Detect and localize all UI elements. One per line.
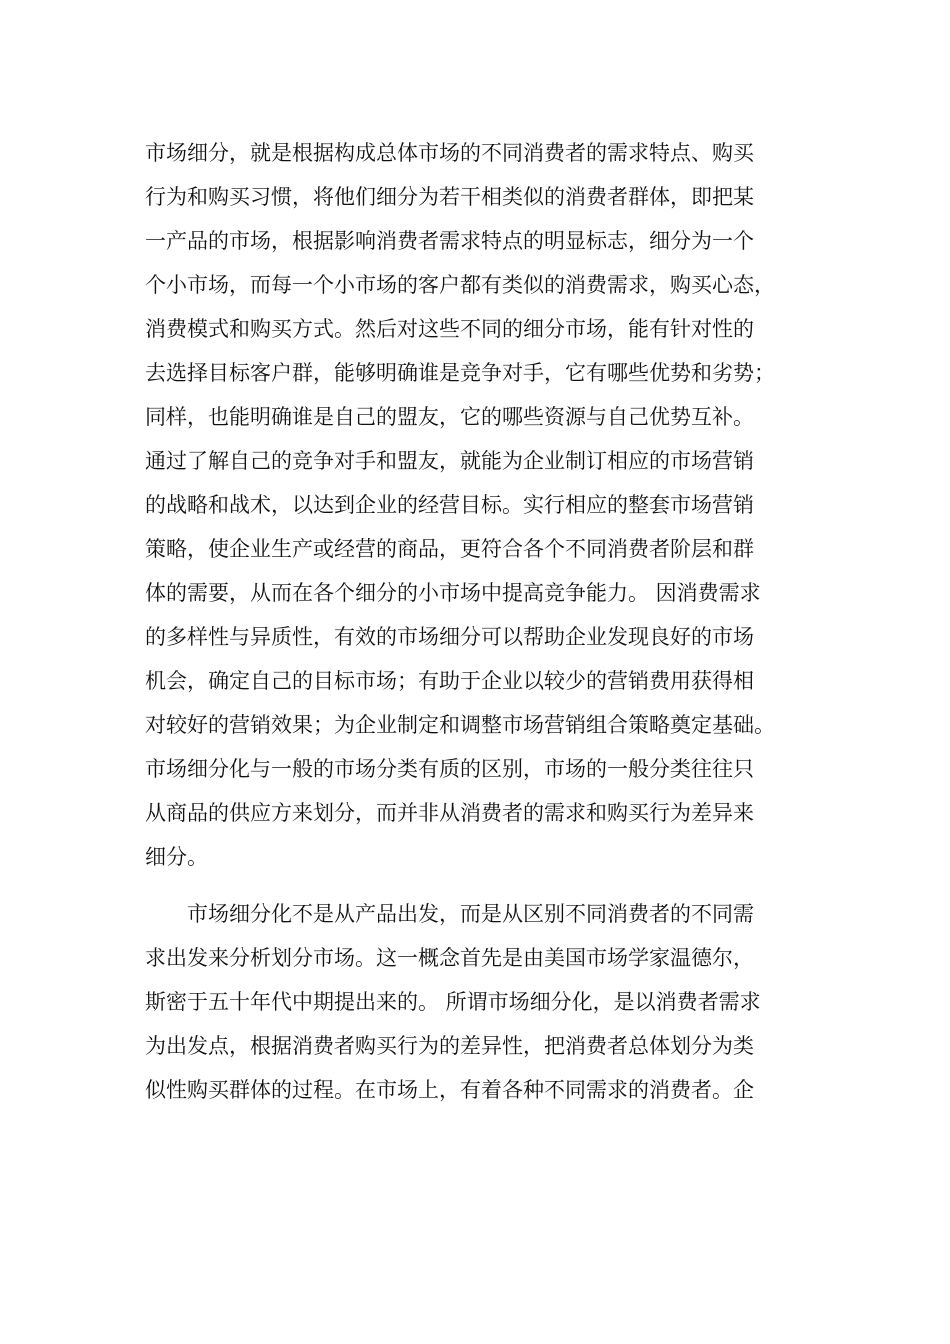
paragraph-line: 求出发来分析划分市场。这一概念首先是由美国市场学家温德尔，	[145, 946, 754, 970]
paragraph-line: 体的需要，从而在各个细分的小市场中提高竞争能力。 因消费需求	[145, 581, 761, 605]
paragraph-line: 策略，使企业生产或经营的商品，更符合各个不同消费者阶层和群	[145, 537, 754, 561]
paragraph-line: 为出发点，根据消费者购买行为的差异性，把消费者总体划分为类	[145, 1034, 754, 1058]
paragraph-line: 从商品的供应方来划分，而并非从消费者的需求和购买行为差异来	[145, 801, 754, 825]
paragraph-line: 市场细分，就是根据构成总体市场的不同消费者的需求特点、购买	[145, 141, 754, 165]
paragraph-line: 消费模式和购买方式。然后对这些不同的细分市场，能有针对性的	[145, 317, 754, 341]
paragraph-line: 去选择目标客户群，能够明确谁是竞争对手，它有哪些优势和劣势；	[145, 361, 775, 385]
paragraph-line: 细分。	[145, 845, 208, 869]
paragraph-line: 通过了解自己的竞争对手和盟友，就能为企业制订相应的市场营销	[145, 449, 754, 473]
paragraph-line: 对较好的营销效果；为企业制定和调整市场营销组合策略奠定基础。	[145, 713, 775, 737]
paragraph-line: 同样，也能明确谁是自己的盟友，它的哪些资源与自己优势互补。	[145, 405, 754, 429]
paragraph-1	[145, 131, 825, 879]
body-text	[145, 131, 825, 1112]
paragraph-line: 似性购买群体的过程。在市场上，有着各种不同需求的消费者。企	[145, 1078, 754, 1102]
paragraph-2	[145, 892, 825, 1112]
paragraph-line: 一产品的市场，根据影响消费者需求特点的明显标志，细分为一个	[145, 229, 754, 253]
paragraph-line: 的多样性与异质性，有效的市场细分可以帮助企业发现良好的市场	[145, 625, 754, 649]
paragraph-line: 个小市场，而每一个小市场的客户都有类似的消费需求，购买心态，	[145, 273, 775, 297]
paragraph-line: 斯密于五十年代中期提出来的。 所谓市场细分化，是以消费者需求	[145, 990, 761, 1014]
paragraph-line: 市场细分化不是从产品出发，而是从区别不同消费者的不同需	[187, 902, 754, 926]
paragraph-line: 行为和购买习惯，将他们细分为若干相类似的消费者群体，即把某	[145, 185, 754, 209]
paragraph-line: 市场细分化与一般的市场分类有质的区别，市场的一般分类往往只	[145, 757, 754, 781]
paragraph-line: 机会，确定自己的目标市场；有助于企业以较少的营销费用获得相	[145, 669, 754, 693]
paragraph-line: 的战略和战术，以达到企业的经营目标。实行相应的整套市场营销	[145, 493, 754, 517]
